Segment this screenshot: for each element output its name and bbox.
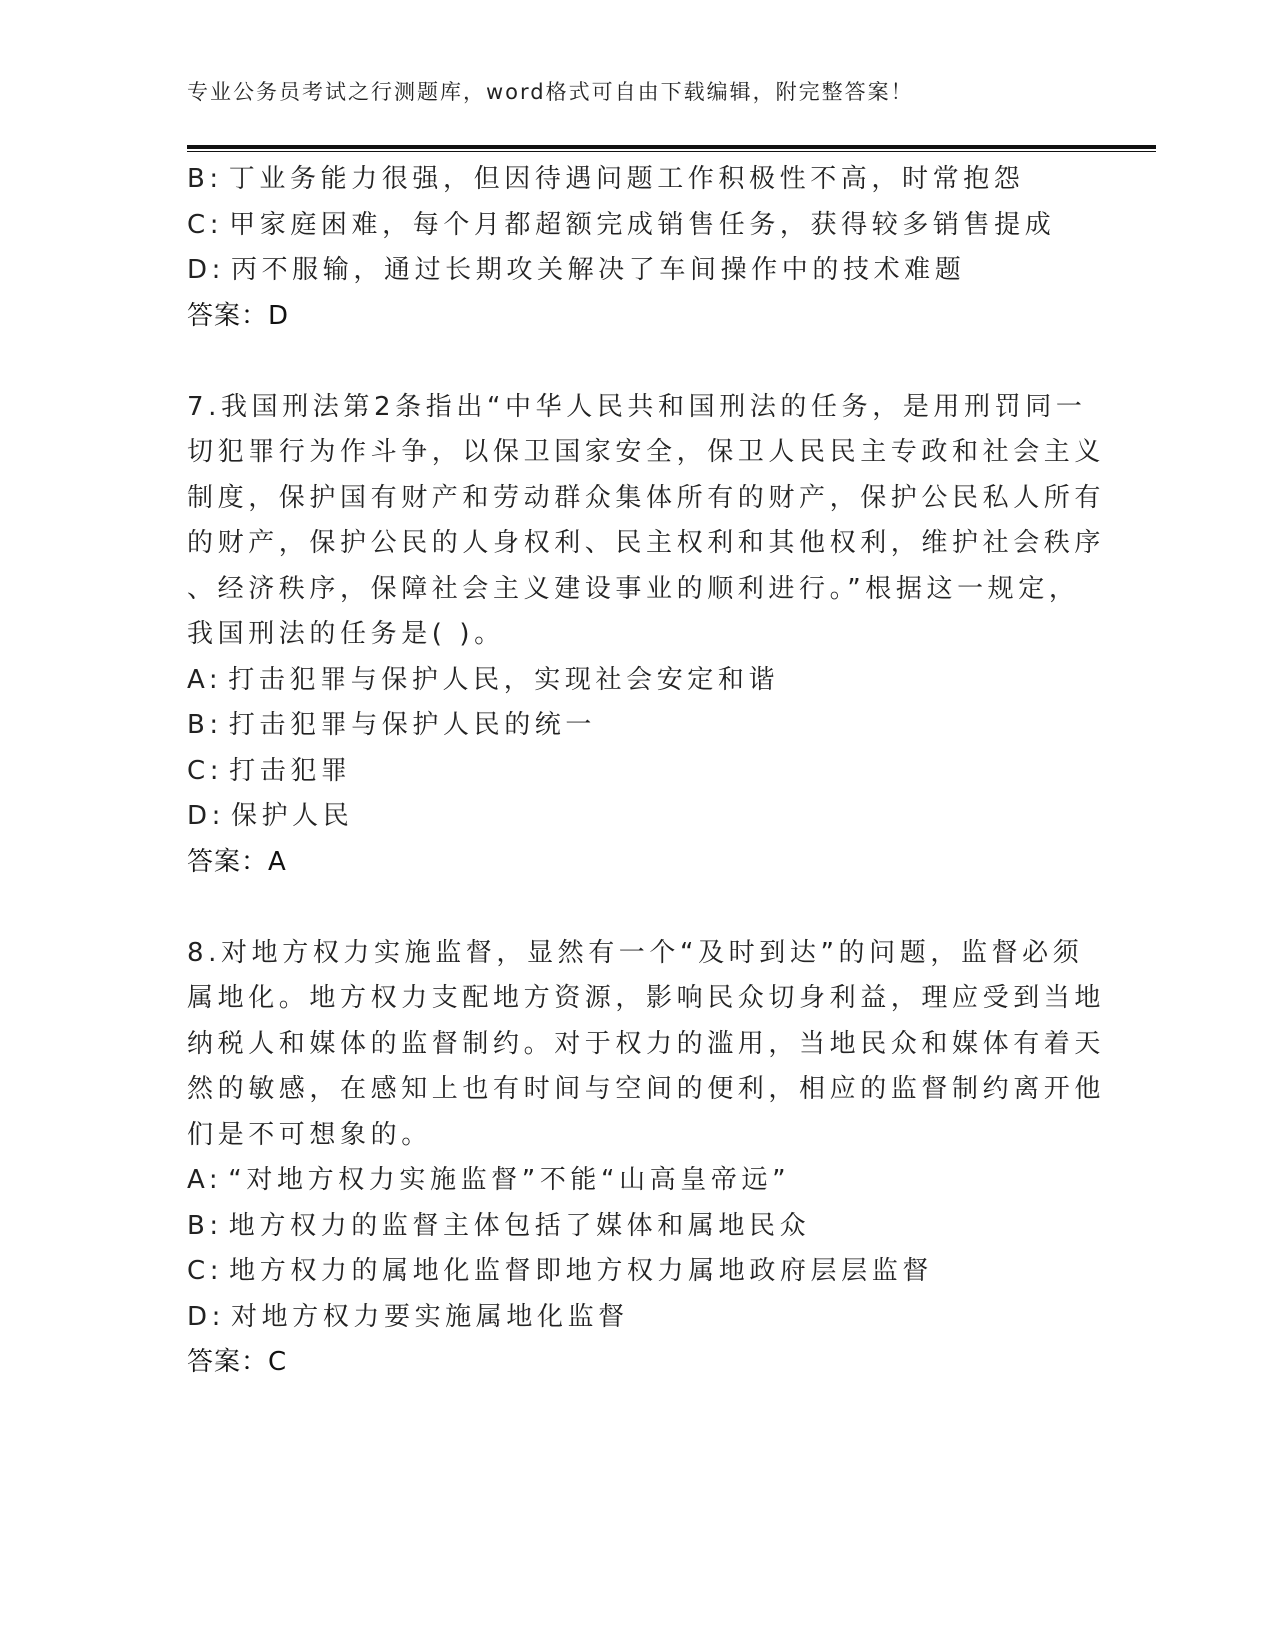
option-text: 对地方权力要实施属地化监督 (230, 1301, 629, 1332)
option-text: 丙不服输，通过长期攻关解决了车间操作中的技术难题 (230, 255, 966, 285)
question-stem-line: 属地化。地方权力支配地方资源，影响民众切身利益，理应受到当地 (187, 983, 1106, 1013)
answer-label: 答案：A (187, 846, 287, 877)
option-text: “对地方权力实施监督”不能“山高皇帝远” (228, 1165, 791, 1195)
question-stem-line: 7.我国刑法第2条指出“中华人民共和国刑法的任务，是用刑罚同一 (187, 391, 1087, 422)
question-stem-line: 切犯罪行为作斗争，以保卫国家安全，保卫人民民主专政和社会主义 (187, 437, 1106, 467)
answer-label: 答案：D (187, 300, 290, 331)
question-stem-line: 然的敏感，在感知上也有时间与空间的便利，相应的监督制约离开他 (187, 1074, 1106, 1104)
option-a (187, 1158, 1087, 1204)
question-8 (187, 931, 1106, 1386)
option-text: 打击犯罪与保护人民的统一 (228, 710, 596, 740)
option-d (187, 248, 1087, 294)
option-key: A: (187, 664, 223, 695)
question-stem-line: 制度，保护国有财产和劳动群众集体所有的财产，保护公民私人所有 (187, 482, 1106, 513)
question-stem-line: 、经济秩序，保障社会主义建设事业的顺利进行。”根据这一规定， (187, 573, 1080, 604)
spacer (187, 339, 1087, 385)
option-b (187, 703, 1087, 749)
option-d (187, 794, 1087, 840)
option-text: 打击犯罪与保护人民，实现社会安定和谐 (228, 664, 780, 695)
question-stem-line: 我国刑法的任务是( )。 (187, 619, 505, 649)
question-stem-line: 8.对地方权力实施监督，显然有一个“及时到达”的问题，监督必须 (187, 937, 1084, 968)
question-6 (187, 157, 1087, 339)
option-key: C: (187, 755, 224, 786)
option-text: 地方权力的监督主体包括了媒体和属地民众 (228, 1210, 811, 1241)
option-key: C: (187, 1256, 224, 1286)
header-divider (187, 145, 1156, 149)
option-key: D: (187, 801, 225, 831)
option-text: 丁业务能力很强，但因待遇问题工作积极性不高，时常抱怨 (228, 164, 1025, 194)
spacer (187, 885, 1087, 931)
option-a (187, 658, 1087, 704)
option-key: A: (187, 1165, 223, 1195)
option-key: C: (187, 209, 224, 240)
option-key: D: (187, 1301, 225, 1332)
option-c (187, 203, 1087, 249)
option-key: B: (187, 164, 223, 194)
question-content (187, 157, 1106, 1386)
question-stem-line: 的财产，保护公民的人身权利、民主权利和其他权利，维护社会秩序 (187, 528, 1106, 558)
option-text: 甲家庭困难，每个月都超额完成销售任务，获得较多销售提成 (229, 209, 1056, 240)
option-key: B: (187, 710, 223, 740)
page-header: 专业公务员考试之行测题库，word格式可自由下载编辑，附完整答案！ (187, 80, 914, 104)
option-key: B: (187, 1210, 223, 1241)
option-text: 打击犯罪 (229, 755, 352, 786)
option-text: 保护人民 (230, 801, 354, 831)
option-b (187, 1204, 1087, 1250)
header-divider-thin (187, 151, 1156, 152)
answer-label: 答案：C (187, 1347, 288, 1377)
question-7 (187, 385, 1106, 886)
option-b (187, 157, 1087, 203)
option-d (187, 1295, 1087, 1341)
option-c (187, 749, 1087, 795)
option-c (187, 1249, 1087, 1295)
question-stem-line: 纳税人和媒体的监督制约。对于权力的滥用，当地民众和媒体有着天 (187, 1028, 1106, 1059)
option-text: 地方权力的属地化监督即地方权力属地政府层层监督 (229, 1256, 933, 1286)
question-stem-line: 们是不可想象的。 (187, 1119, 432, 1150)
option-key: D: (187, 255, 225, 285)
